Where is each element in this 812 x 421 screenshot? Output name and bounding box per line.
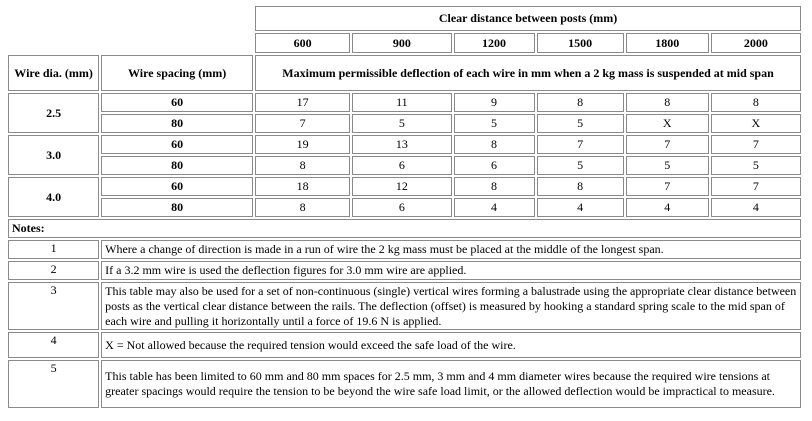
note-text: Where a change of direction is made in a run of wire the 2 kg mass must be placed at the middle of the longest span. <box>101 240 801 259</box>
deflection-value: 5 <box>711 156 801 175</box>
note-number: 4 <box>8 332 99 358</box>
note-number: 2 <box>8 261 99 280</box>
deflection-value: 8 <box>454 135 535 154</box>
deflection-value: 5 <box>537 156 624 175</box>
deflection-value: 8 <box>454 177 535 196</box>
wire-dia-cell: 4.0 <box>8 177 99 217</box>
deflection-value: X <box>626 114 709 133</box>
deflection-table <box>6 4 803 410</box>
distance-header: 1200 <box>454 33 535 53</box>
deflection-value: 8 <box>537 177 624 196</box>
deflection-value: 7 <box>626 177 709 196</box>
wire-spacing-header: Wire spacing (mm) <box>101 55 253 91</box>
note-text: This table may also be used for a set of non-continuous (single) vertical wires forming a balustrade using the appropriate clear distance between posts as the vertical clear distance between the rails. The deflection (offset) is measured by hooking a standard spring scale to the mid span of each wire and pulling it horizontally until a force of 19.6 N is applied. <box>101 282 801 330</box>
note-number: 3 <box>8 282 99 330</box>
wire-spacing-cell: 60 <box>101 177 253 196</box>
clear-distance-header: Clear distance between posts (mm) <box>255 6 801 31</box>
deflection-value: 18 <box>255 177 350 196</box>
deflection-value: 8 <box>711 93 801 112</box>
deflection-value: 6 <box>454 156 535 175</box>
deflection-value: 12 <box>352 177 451 196</box>
wire-dia-header: Wire dia. (mm) <box>8 55 99 91</box>
wire-spacing-cell: 80 <box>101 114 253 133</box>
wire-spacing-cell: 60 <box>101 135 253 154</box>
deflection-value: 13 <box>352 135 451 154</box>
deflection-value: 9 <box>454 93 535 112</box>
deflection-value: 7 <box>711 177 801 196</box>
deflection-value: 6 <box>352 198 451 217</box>
note-text: X = Not allowed because the required tension would exceed the safe load of the wire. <box>101 332 801 358</box>
note-text: This table has been limited to 60 mm and 80 mm spaces for 2.5 mm, 3 mm and 4 mm diameter wires because the required wire tensions at greater spacings would require the tension to be beyond the wire safe load limit, or the allowed deflection would be impractical to measure. <box>101 360 801 408</box>
notes-header: Notes: <box>8 219 801 238</box>
deflection-value: 8 <box>255 156 350 175</box>
note-text: If a 3.2 mm wire is used the deflection figures for 3.0 mm wire are applied. <box>101 261 801 280</box>
deflection-value: 6 <box>352 156 451 175</box>
note-number: 5 <box>8 360 99 408</box>
distance-header: 1500 <box>537 33 624 53</box>
deflection-value: 17 <box>255 93 350 112</box>
distance-header: 2000 <box>711 33 801 53</box>
deflection-value: 19 <box>255 135 350 154</box>
deflection-value: 7 <box>626 135 709 154</box>
wire-dia-cell: 2.5 <box>8 93 99 133</box>
deflection-value: 8 <box>626 93 709 112</box>
deflection-value: 5 <box>537 114 624 133</box>
deflection-header: Maximum permissible deflection of each wire in mm when a 2 kg mass is suspended at mid span <box>255 55 801 91</box>
distance-header: 900 <box>352 33 451 53</box>
deflection-value: 7 <box>255 114 350 133</box>
deflection-value: X <box>711 114 801 133</box>
wire-spacing-cell: 80 <box>101 156 253 175</box>
wire-spacing-cell: 60 <box>101 93 253 112</box>
deflection-value: 8 <box>537 93 624 112</box>
deflection-value: 5 <box>352 114 451 133</box>
deflection-value: 5 <box>454 114 535 133</box>
deflection-value: 8 <box>255 198 350 217</box>
deflection-value: 5 <box>626 156 709 175</box>
note-number: 1 <box>8 240 99 259</box>
deflection-value: 7 <box>537 135 624 154</box>
blank-corner-cell <box>8 33 253 53</box>
distance-header: 1800 <box>626 33 709 53</box>
wire-spacing-cell: 80 <box>101 198 253 217</box>
deflection-value: 4 <box>537 198 624 217</box>
deflection-value: 4 <box>626 198 709 217</box>
deflection-value: 4 <box>454 198 535 217</box>
blank-corner-cell <box>8 6 253 31</box>
deflection-value: 11 <box>352 93 451 112</box>
distance-header: 600 <box>255 33 350 53</box>
deflection-value: 7 <box>711 135 801 154</box>
wire-dia-cell: 3.0 <box>8 135 99 175</box>
deflection-value: 4 <box>711 198 801 217</box>
